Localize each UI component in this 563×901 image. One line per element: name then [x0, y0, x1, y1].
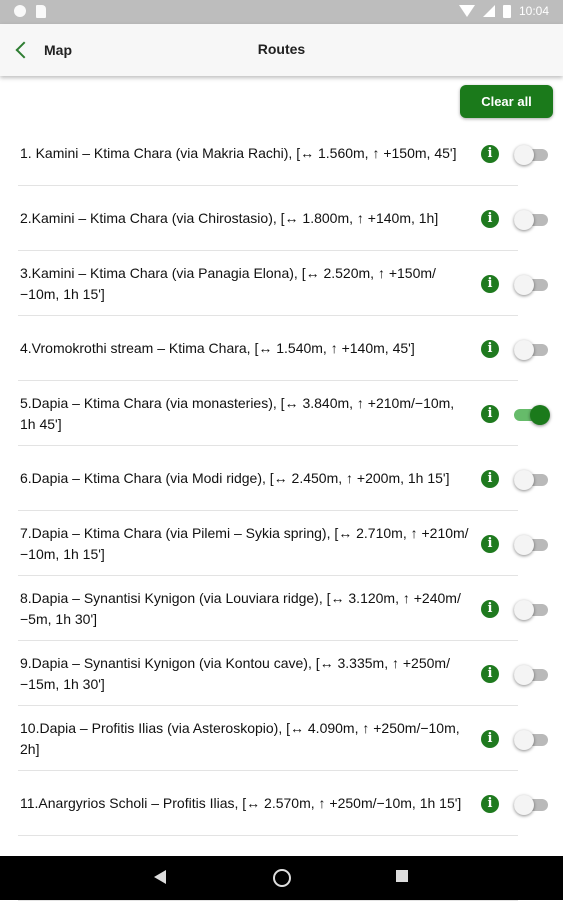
route-label: 11.Anargyrios Scholi – Profitis Ilias, [↔ 2.570m, ↑ +250m/−10m, 1h 15'] — [20, 795, 462, 811]
back-label: Map — [44, 42, 72, 58]
toggle-thumb — [514, 145, 534, 165]
toggle-thumb — [530, 405, 550, 425]
toggle-thumb — [514, 470, 534, 490]
route-label: 1. Kamini – Ktima Chara (via Makria Rachi), [↔ 1.560m, ↑ +150m, 45'] — [20, 145, 457, 161]
route-toggle[interactable] — [514, 535, 548, 553]
route-label: 6.Dapia – Ktima Chara (via Modi ridge), [↔ 2.450m, ↑ +200m, 1h 15'] — [20, 470, 450, 486]
app-bar — [0, 24, 563, 76]
route-toggle[interactable] — [514, 405, 548, 423]
signal-icon — [483, 5, 495, 17]
nav-back-icon[interactable] — [154, 870, 166, 884]
info-icon[interactable]: i — [481, 145, 499, 163]
status-bar — [0, 0, 563, 24]
route-toggle[interactable] — [514, 145, 548, 163]
route-toggle[interactable] — [514, 275, 548, 293]
route-label: 10.Dapia – Profitis Ilias (via Asteroskopio), [↔ 4.090m, ↑ +250m/−10m, 2h] — [20, 719, 460, 757]
info-icon[interactable]: i — [481, 795, 499, 813]
toggle-thumb — [514, 210, 534, 230]
route-row[interactable] — [0, 511, 563, 576]
route-label: 8.Dapia – Synantisi Kynigon (via Louviara ridge), [↔ 3.120m, ↑ +240m/−5m, 1h 30'] — [20, 589, 461, 627]
route-row[interactable] — [0, 381, 563, 446]
nav-home-icon[interactable] — [273, 869, 291, 887]
route-row[interactable] — [0, 316, 563, 381]
page-title: Routes — [257, 41, 306, 57]
route-toggle[interactable] — [514, 795, 548, 813]
clear-all-button[interactable]: Clear all — [460, 85, 553, 118]
route-label: 2.Kamini – Ktima Chara (via Chirostasio), [↔ 1.800m, ↑ +140m, 1h] — [20, 210, 439, 226]
route-row[interactable] — [0, 641, 563, 706]
route-toggle[interactable] — [514, 665, 548, 683]
route-toggle[interactable] — [514, 470, 548, 488]
info-icon[interactable]: i — [481, 340, 499, 358]
info-icon[interactable]: i — [481, 275, 499, 293]
route-row[interactable] — [0, 251, 563, 316]
toggle-thumb — [514, 795, 534, 815]
route-label: 3.Kamini – Ktima Chara (via Panagia Elona), [↔ 2.520m, ↑ +150m/−10m, 1h 15'] — [20, 264, 436, 302]
route-toggle[interactable] — [514, 340, 548, 358]
route-row[interactable] — [0, 121, 563, 186]
info-icon[interactable]: i — [481, 470, 499, 488]
route-toggle[interactable] — [514, 210, 548, 228]
route-label: 9.Dapia – Synantisi Kynigon (via Kontou cave), [↔ 3.335m, ↑ +250m/−15m, 1h 30'] — [20, 654, 450, 692]
route-toggle[interactable] — [514, 730, 548, 748]
info-icon[interactable]: i — [481, 535, 499, 553]
route-row[interactable] — [0, 186, 563, 251]
info-icon[interactable]: i — [481, 405, 499, 423]
route-label: 7.Dapia – Ktima Chara (via Pilemi – Sykia spring), [↔ 2.710m, ↑ +210m/−10m, 1h 15'] — [20, 524, 469, 562]
battery-icon — [503, 5, 511, 18]
route-label: 4.Vromokrothi stream – Ktima Chara, [↔ 1.540m, ↑ +140m, 45'] — [20, 340, 415, 356]
status-time: 10:04 — [518, 4, 549, 18]
info-icon[interactable]: i — [481, 210, 499, 228]
info-icon[interactable]: i — [481, 600, 499, 618]
sd-card-icon — [36, 5, 46, 18]
info-icon[interactable]: i — [481, 730, 499, 748]
toggle-thumb — [514, 600, 534, 620]
route-row[interactable] — [0, 706, 563, 771]
info-icon[interactable]: i — [481, 665, 499, 683]
route-toggle[interactable] — [514, 600, 548, 618]
wifi-icon — [459, 5, 475, 17]
toggle-thumb — [514, 340, 534, 360]
route-label: 5.Dapia – Ktima Chara (via monasteries), [↔ 3.840m, ↑ +210m/−10m, 1h 45'] — [20, 394, 455, 432]
route-row[interactable] — [0, 446, 563, 511]
nav-recents-icon[interactable] — [396, 870, 408, 882]
toggle-thumb — [514, 535, 534, 555]
routes-list — [0, 121, 563, 856]
route-row[interactable] — [0, 771, 563, 836]
route-row[interactable] — [0, 576, 563, 641]
toggle-thumb — [514, 275, 534, 295]
toggle-thumb — [514, 665, 534, 685]
notification-icon — [14, 5, 26, 17]
toggle-thumb — [514, 730, 534, 750]
navigation-bar — [0, 856, 563, 900]
